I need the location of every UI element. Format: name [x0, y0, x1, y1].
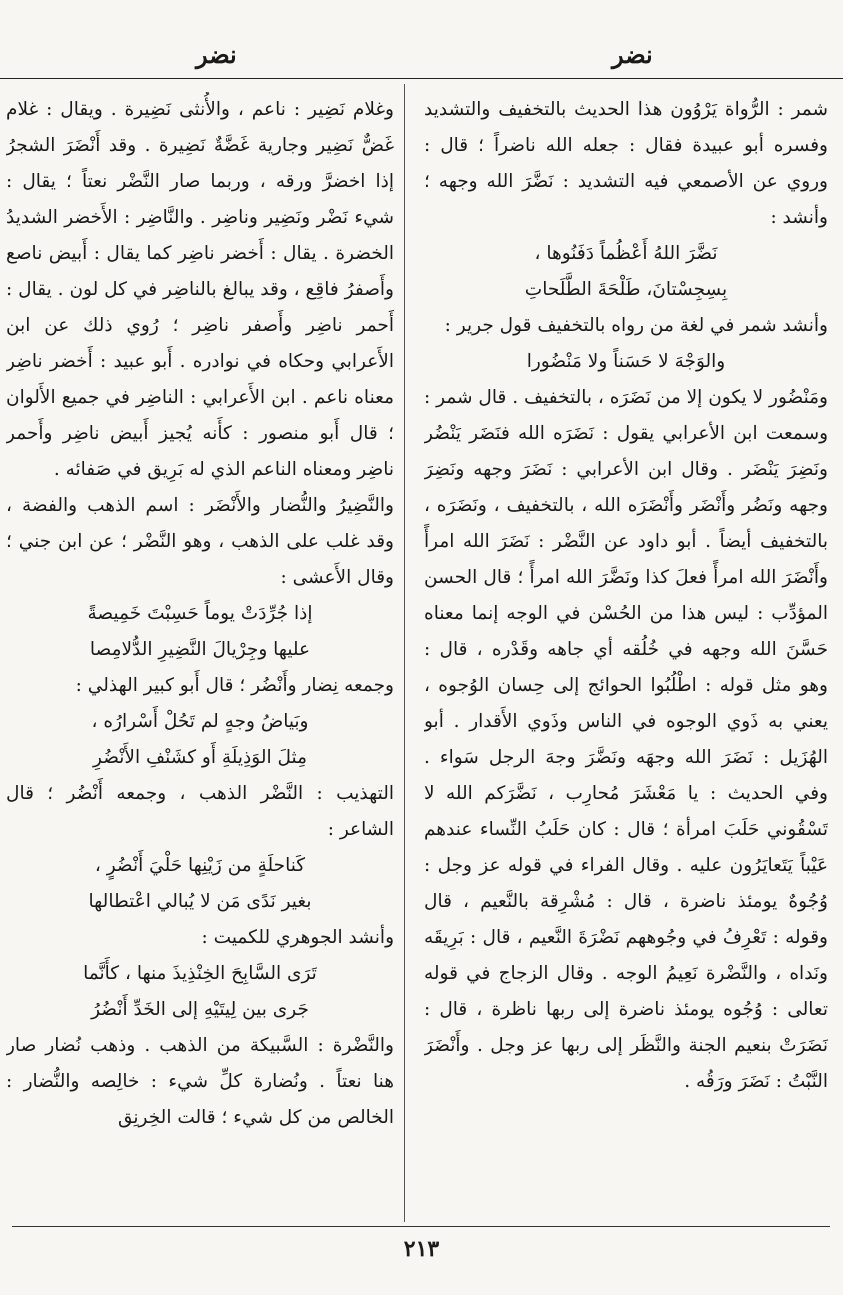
paragraph: شمر : الرُّواة يَرْوُون هذا الحديث بالتخفيف والتشديد وفسره أبو عبيدة فقال : جعله الله ناضراً ؛ قال : وروي عن الأصمعي فيه التشديد : نَضَّرَ الله وجهه ؛ وأنشد :	[424, 99, 828, 228]
verse-line: مِثلَ الوَذِيلَةِ أَو كشَنْفِ الأَنْضُرِ	[93, 747, 307, 768]
paragraph: وأنشد الجوهري للكميت :	[201, 927, 394, 948]
footer-rule	[12, 1226, 830, 1227]
verse-line: وبَياضُ وجهٍ لم تَحُلْ أَسْرارُه ،	[91, 711, 309, 732]
paragraph: وغلام نَضِير : ناعم ، والأُنثى نَضِيرة . ويقال : غلام غَضٌّ نَضِير وجارية غَضَّةٌ نَضِيرة . وقد أَنْضَرَ الشجرُ إذا اخضرَّ ورقه ، وربما صار النَّضْر نعتاً ؛ يقال : شيء نَضْر ونَضِير وناضِر . والنَّاضِر : الأَخضر الشديدُ الخضرة . يقال : أَخضر ناضِر كما يقال : أَبيض ناصع وأَصفرُ فاقِع ، وقد يبالغ بالناضِر في كل لون . يقال : أَحمر ناضِر وأَصفر ناضِر ؛ رُوي ذلك عن ابن الأَعرابي وحكاه في نوادره . أَبو عبيد : أَخضر ناضِر معناه ناعم . ابن الأَعرابي : الناضِر في جميع الأَلوان ؛ قال أَبو منصور : كأَنه يُجيز أَبيض ناضِر وأَحمر ناضِر ومعناه الناعم الذي له بَرِيق في صَفائه .	[6, 99, 394, 480]
paragraph: التهذيب : النَّضْر الذهب ، وجمعه أَنْضُر ؛ قال الشاعر :	[6, 783, 394, 840]
verse-line: جَرى بين لِيتَيْهِ إلى الخَدِّ أَنْضُرُ	[91, 999, 309, 1020]
running-headword-right: نضر	[612, 40, 653, 69]
left-column	[6, 92, 394, 1220]
right-column	[424, 92, 828, 1220]
paragraph: والنَّضِيرُ والنُّضار والأَنْضَر : اسم الذهب والفضة ، وقد غلب على الذهب ، وهو النَّضْر ؛ عن ابن جني ؛ وقال الأَعشى :	[6, 495, 394, 588]
header-rule	[0, 78, 843, 79]
paragraph: والنَّضْرة : السَّبيكة من الذهب . وذهب نُضار صار هنا نعتاً . ونُضارة كلِّ شيء : خالِصه والنُّضار : الخالص من كل شيء ؛ قالت الخِرنِق	[6, 1035, 394, 1128]
page-number: ٢١٣	[403, 1236, 440, 1262]
verse-line: تَرَى السَّابِحَ الخِنْذِيذَ منها ، كأَنَّما	[83, 963, 317, 984]
running-headword-left: نضر	[196, 40, 237, 69]
verse-line: عليها وجِرْيالَ النَّضِيرِ الدُّلامِصا	[89, 639, 311, 660]
paragraph: ومَنْضُور لا يكون إلا من نَضَرَه ، بالتخفيف . قال شمر : وسمعت ابن الأعرابي يقول : نَضَرَه الله فنَضَر يَنْضُر ونَضِرَ يَنْضَر . وقال ابن الأعرابي : نَضَرَ وجهه ونَضِرَ وجهه ونَضُر وأَنْضَر وأَنْضَرَه الله ، بالتخفيف ، ونَضَرَه ، بالتخفيف أيضاً . أبو داود عن النَّضْر : نَضَرَ الله امرأً وأَنْضَرَ الله امرأً فعلَ كذا ونَضَّرَ الله امرأً ؛ قال الحسن المؤدِّب : ليس هذا من الحُسْن في الوجه إنما معناه حَسَّنَ الله وجهه في خُلُقه أي جاهه وقَدْره ، قال : وهو مثل قوله : اطْلُبُوا الحوائج إلى حِسان الوُجوه ، يعني به ذَوي الوجوه في الناس وذَوي الأَقدار . أبو الهُزَيل : نَضَرَ الله وجهَه ونَضَّرَ وجهَ الرجل سَواء . وفي الحديث : يا مَعْشَرَ مُحارِب ، نَضَّرَكم الله لا تَسْقُوني حَلَبَ امرأة ؛ قال : كان حَلَبُ النِّساء عندهم عَيْباً يَتَعايَرُون عليه . وقال الفراء في قوله عز وجل : وُجُوهٌ يومئذ ناضرة ، قال : مُشْرِقة بالنَّعيم ، قال وقوله : تَعْرِفُ في وجُوههم نَضْرَةَ النَّعيم ، قال : بَرِيقَه ونَداه ، والنَّضْرة نَعِيمُ الوجه . وقال الزجاج في قوله تعالى : وُجُوه يومئذ ناضرة إلى ربها ناظرة ، قال : نَضَرَتْ بنعيم الجنة والنَّظَر إلى ربها عز وجل . وأَنْضَرَ النَّبْتُ : نَضَرَ ورَقُه .	[424, 387, 828, 1092]
column-divider	[404, 84, 405, 1222]
verse-line: بِسِجِسْتانَ، طَلْحَةَ الطَّلَحاتِ	[524, 279, 728, 300]
verse-line: إذا جُرِّدَتْ يوماً حَسِبْتَ خَمِيصةً	[87, 603, 313, 624]
verse-line: نَضَّرَ اللهُ أَعْظُماً دَفَنُوها ،	[534, 243, 718, 264]
paragraph: وأنشد شمر في لغة من رواه بالتخفيف قول جرير :	[444, 315, 828, 336]
verse-line: بغير نَدًى مَن لا يُبالي اعْتطالها	[88, 891, 312, 912]
verse-line: كَناحلَةٍ من زَيْنِها حَلْيَ أَنْضُرٍ ،	[94, 855, 306, 876]
verse-line: والوَجْهَ لا حَسَناً ولا مَنْضُورا	[526, 351, 726, 372]
paragraph: وجمعه نِضار وأَنْضُر ؛ قال أَبو كبير الهذلي :	[75, 675, 394, 696]
